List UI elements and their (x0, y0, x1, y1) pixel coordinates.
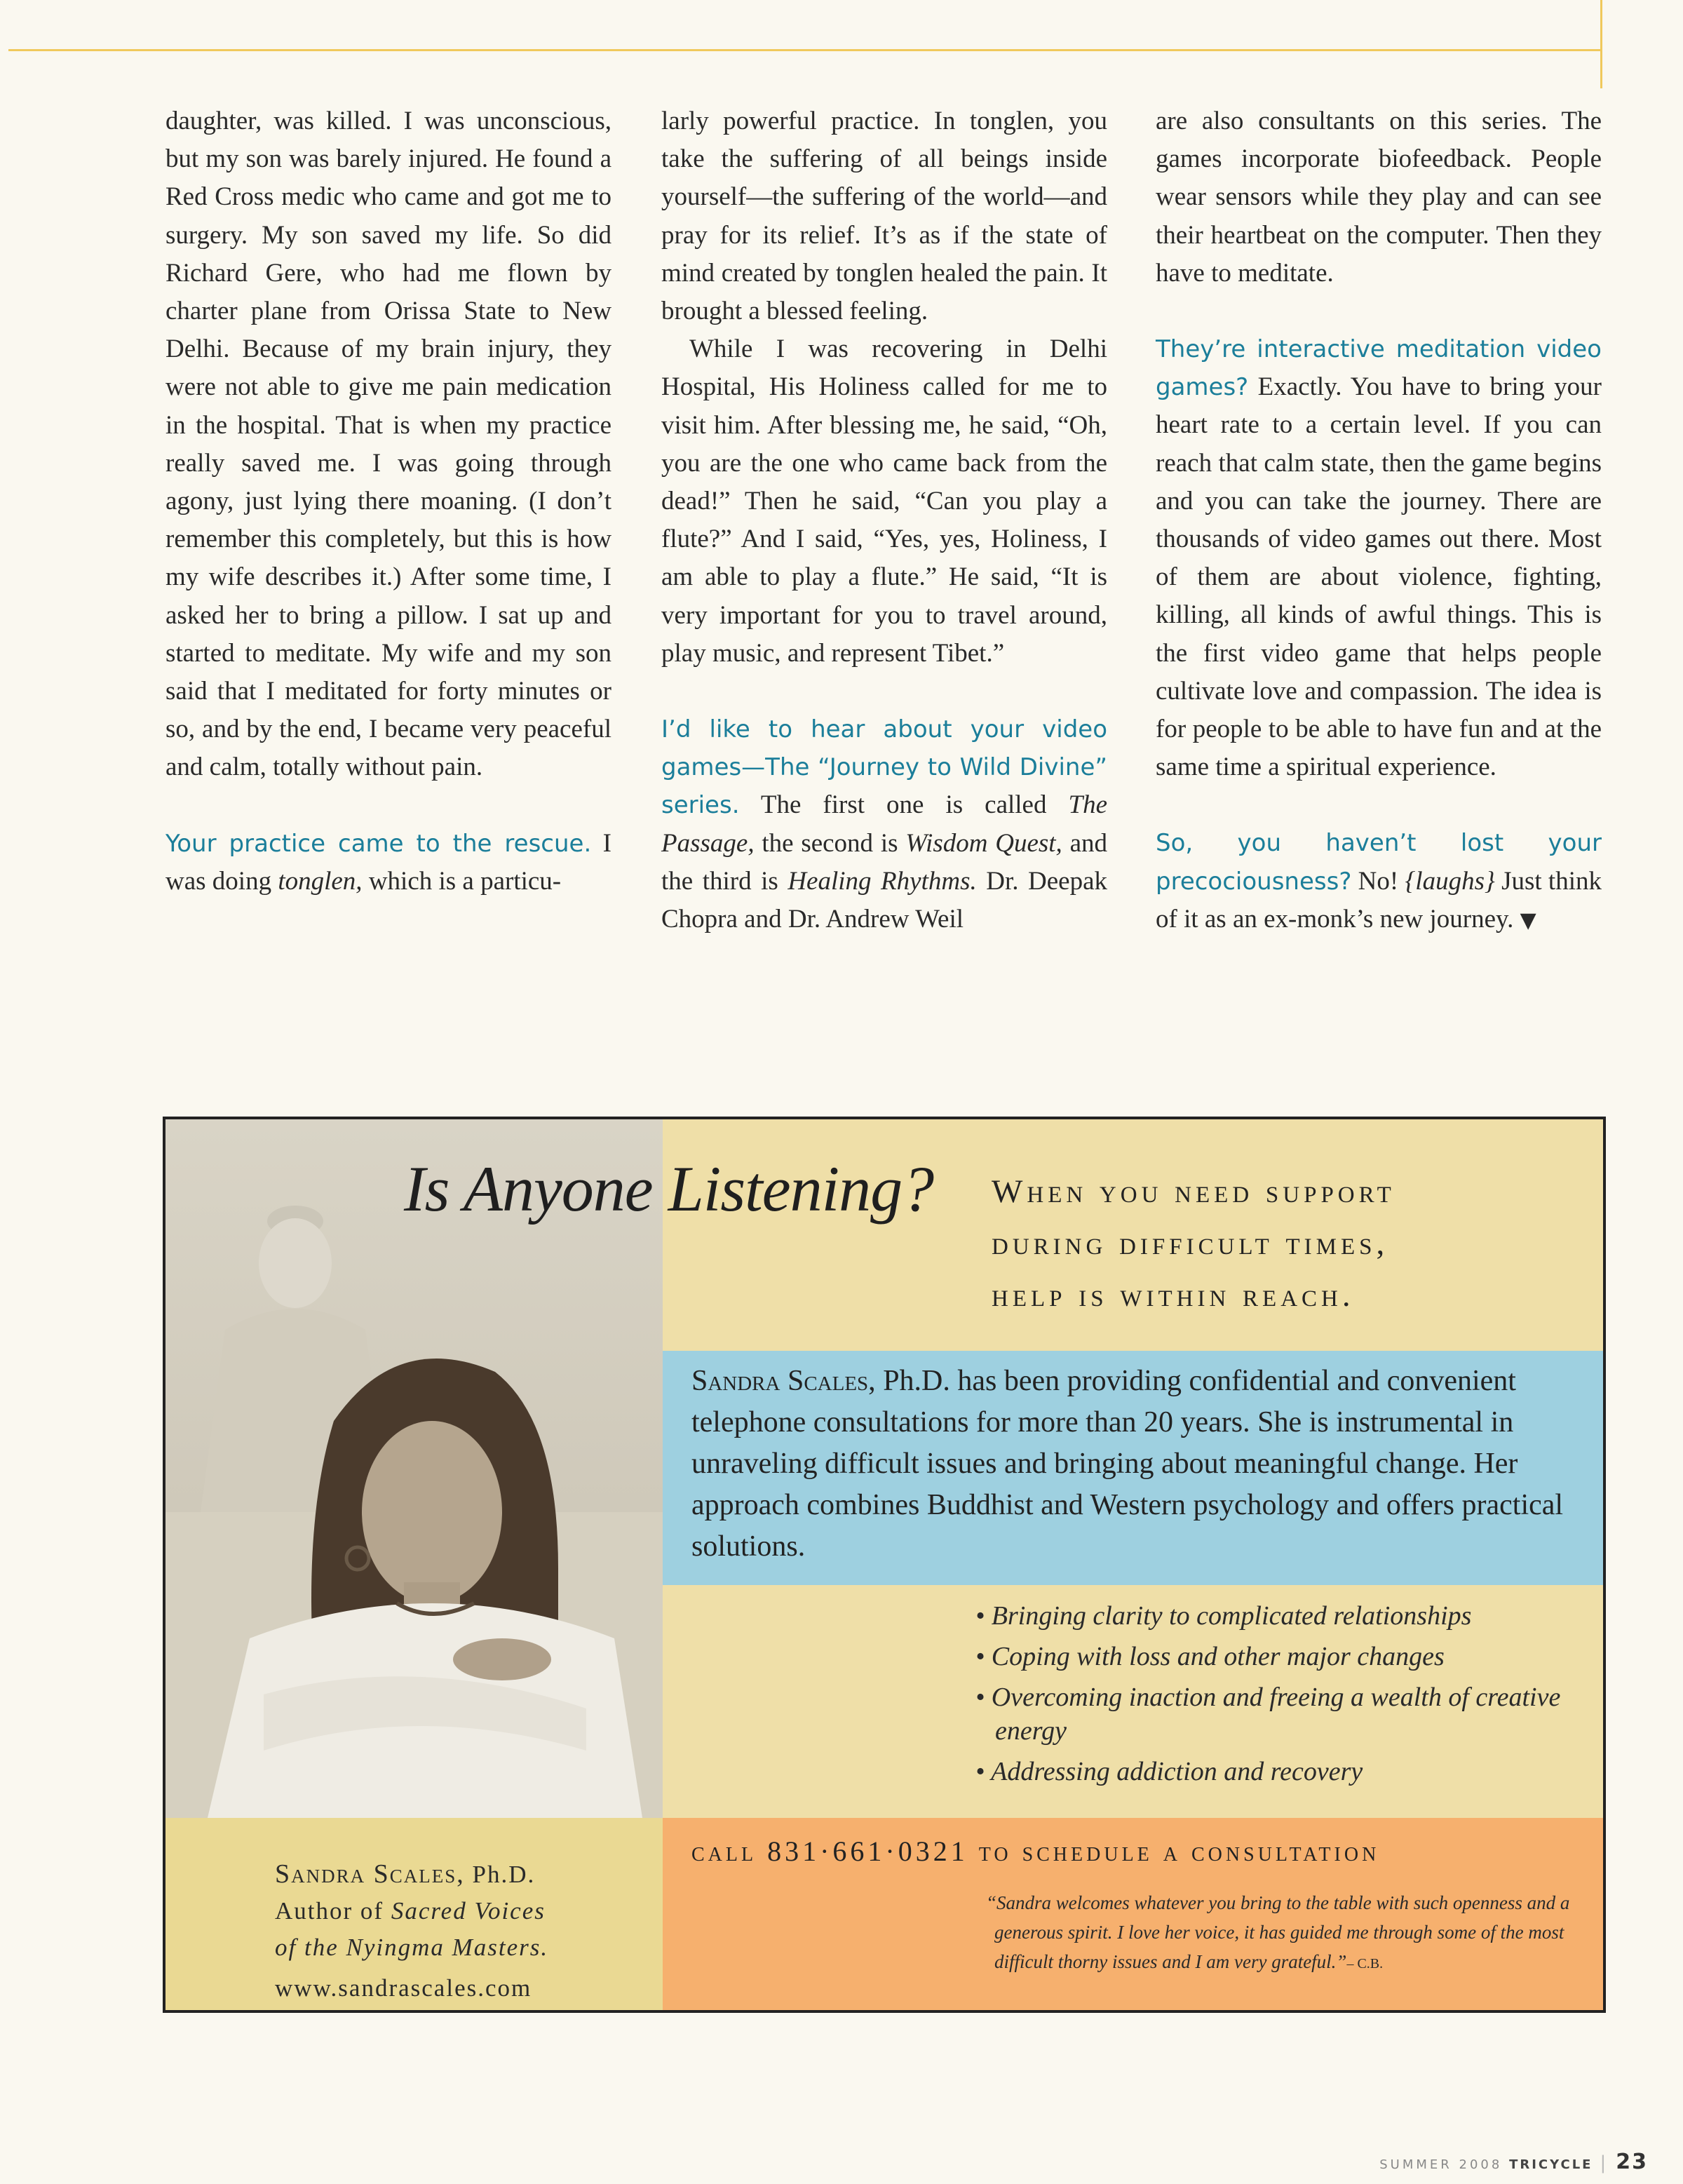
answer-text: Exactly. You have to bring your heart rate to a certain level. If you can reach that calm state, then the game begins and you can take the journey. There are thousands of video games out there. Most of them are about violence, fighting, killing, all kinds of awful things. This is the first video game that helps people cultivate love and compassion. The idea is for people to be able to have fun and at the same time a spiritual experience. (1156, 372, 1602, 782)
answer-text: The first one is called (739, 790, 1069, 820)
interview-question: They’re interactive meditation video games? (1156, 335, 1602, 402)
advertisement (163, 1117, 1606, 2013)
paragraph: larly powerful practice. In tonglen, you take the suffering of all beings inside yourself—the suffering of the world—and pray for its relief. It’s as if the state of mind created by tonglen healed the pain. It brought a blessed feeling. (661, 107, 1107, 326)
end-of-article-icon: ▼ (1520, 908, 1536, 933)
qa-paragraph (165, 825, 611, 901)
author-name-line (275, 1856, 548, 1893)
paragraph: While I was recovering in Delhi Hospital, His Holiness called for me to visit him. After blessing me, he said, “Oh, you are the one who came back from the dead!” Then he said, “Can you play a flute?” And I said, “Yes, yes, Holiness, I am able to play a flute.” He said, “It is very important for you to travel around, play music, and represent Tibet.” (661, 335, 1107, 668)
ad-intro (691, 1361, 1589, 1568)
author-name: Sandra Scales, (275, 1859, 465, 1889)
answer-text: No! (1351, 866, 1405, 896)
game-title: Wisdom Quest, (905, 828, 1062, 858)
author-label: Author of (275, 1897, 391, 1925)
testimonial-credit: – C.B. (1346, 1956, 1384, 1971)
answer-text: Dr. Deepak Chopra and Dr. Andrew Weil (661, 866, 1108, 934)
testimonial-text: “Sandra welcomes whatever you bring to the table with such openness and a generous spirit. I love her voice, it has guided me through some of the most difficult thorny issues and I am very grateful.” (986, 1892, 1570, 1972)
author-block (275, 1856, 548, 2007)
author-book-line (275, 1893, 548, 1929)
qa-paragraph (1156, 330, 1602, 786)
intro-name: Sandra Scales, (691, 1365, 876, 1397)
list-item: • Bringing clarity to complicated relationships (975, 1601, 1472, 1631)
article-column-3 (1156, 102, 1602, 940)
footer-separator: | (1600, 2152, 1609, 2173)
page-footer (1379, 2150, 1648, 2174)
paragraph: daughter, was killed. I was unconscious, but my son was barely injured. He found a Red Cross medic who came and got me to surgery. My son saved my life. So did Richard Gere, who had me flown by charter plane from Orissa State to New Delhi. Because of my brain injury, they were not able to give me pain medication in the hospital. That is when my practice really saved me. I was going through agony, just lying there moaning. (I don’t remember this completely, but this is how my wife describes it.) After some time, I asked her to bring a pillow. I sat up and started to meditate. My wife and my son said that I meditated for forty minutes or so, and by the end, I became very peaceful and calm, totally without pain. (165, 107, 611, 782)
book-title: Sacred Voices (391, 1897, 546, 1925)
paragraph: are also consultants on this series. The games incorporate biofeedback. People wear sensors while they play and can see their heartbeat on the computer. Then they have to meditate. (1156, 107, 1602, 288)
services-list (975, 1599, 1593, 1795)
top-corner-rule (1600, 0, 1602, 88)
interview-question: I’d like to hear about your video games—The “Journey to Wild Divine” series. (661, 715, 1107, 820)
article-column-2 (661, 102, 1107, 938)
game-title: The Passage, (661, 790, 1107, 858)
list-item: • Coping with loss and other major changes (975, 1642, 1445, 1671)
answer-text: and the third is (661, 828, 1108, 896)
interview-question: Your practice came to the rescue. (165, 829, 592, 858)
game-title: Healing Rhythms. (788, 866, 977, 896)
author-degree: Ph.D. (464, 1861, 536, 1888)
answer-text: the second is (754, 828, 906, 858)
list-item: • Overcoming inaction and freeing a wealth of creative energy (975, 1683, 1561, 1746)
answer-emphasis: {laughs} (1405, 866, 1495, 896)
list-item: • Addressing addiction and recovery (975, 1757, 1363, 1786)
intro-text: Ph.D. has been providing confidential and convenient telephone consultations for more than 20 years. She is instrumental in unraveling difficult issues and bringing about meaningful change. Her approach combines Buddhist and Western psychology and offers practical solutions. (691, 1365, 1564, 1563)
footer-brand: TRICYCLE (1509, 2157, 1593, 2172)
testimonial (986, 1888, 1597, 1979)
tagline-line: When you need support (992, 1173, 1395, 1210)
qa-paragraph (1156, 824, 1602, 940)
article-column-1 (165, 102, 611, 901)
website-link[interactable]: www.sandrascales.com (275, 1974, 532, 2002)
qa-paragraph (661, 710, 1107, 938)
call-to-action: call 831·661·0321 to schedule a consultation (691, 1835, 1380, 1867)
book-title: of the Nyingma Masters. (275, 1934, 549, 1961)
answer-text: which is a particu- (362, 866, 562, 896)
page-number: 23 (1616, 2150, 1648, 2174)
tagline-line: during difficult times, (992, 1225, 1389, 1262)
answer-text: Just think of it as an ex-monk’s new journey. (1156, 866, 1602, 933)
top-rule (8, 49, 1602, 51)
ad-tagline (992, 1166, 1395, 1321)
interview-question: So, you haven’t lost your precociousness? (1156, 829, 1602, 896)
author-book-line (275, 1929, 548, 1966)
ad-headline: Is Anyone Listening? (404, 1153, 934, 1225)
answer-emphasis: tonglen, (278, 866, 363, 896)
answer-text: I was doing (165, 828, 611, 896)
tagline-line: help is within reach. (992, 1277, 1355, 1314)
footer-season: SUMMER 2008 (1379, 2157, 1503, 2172)
